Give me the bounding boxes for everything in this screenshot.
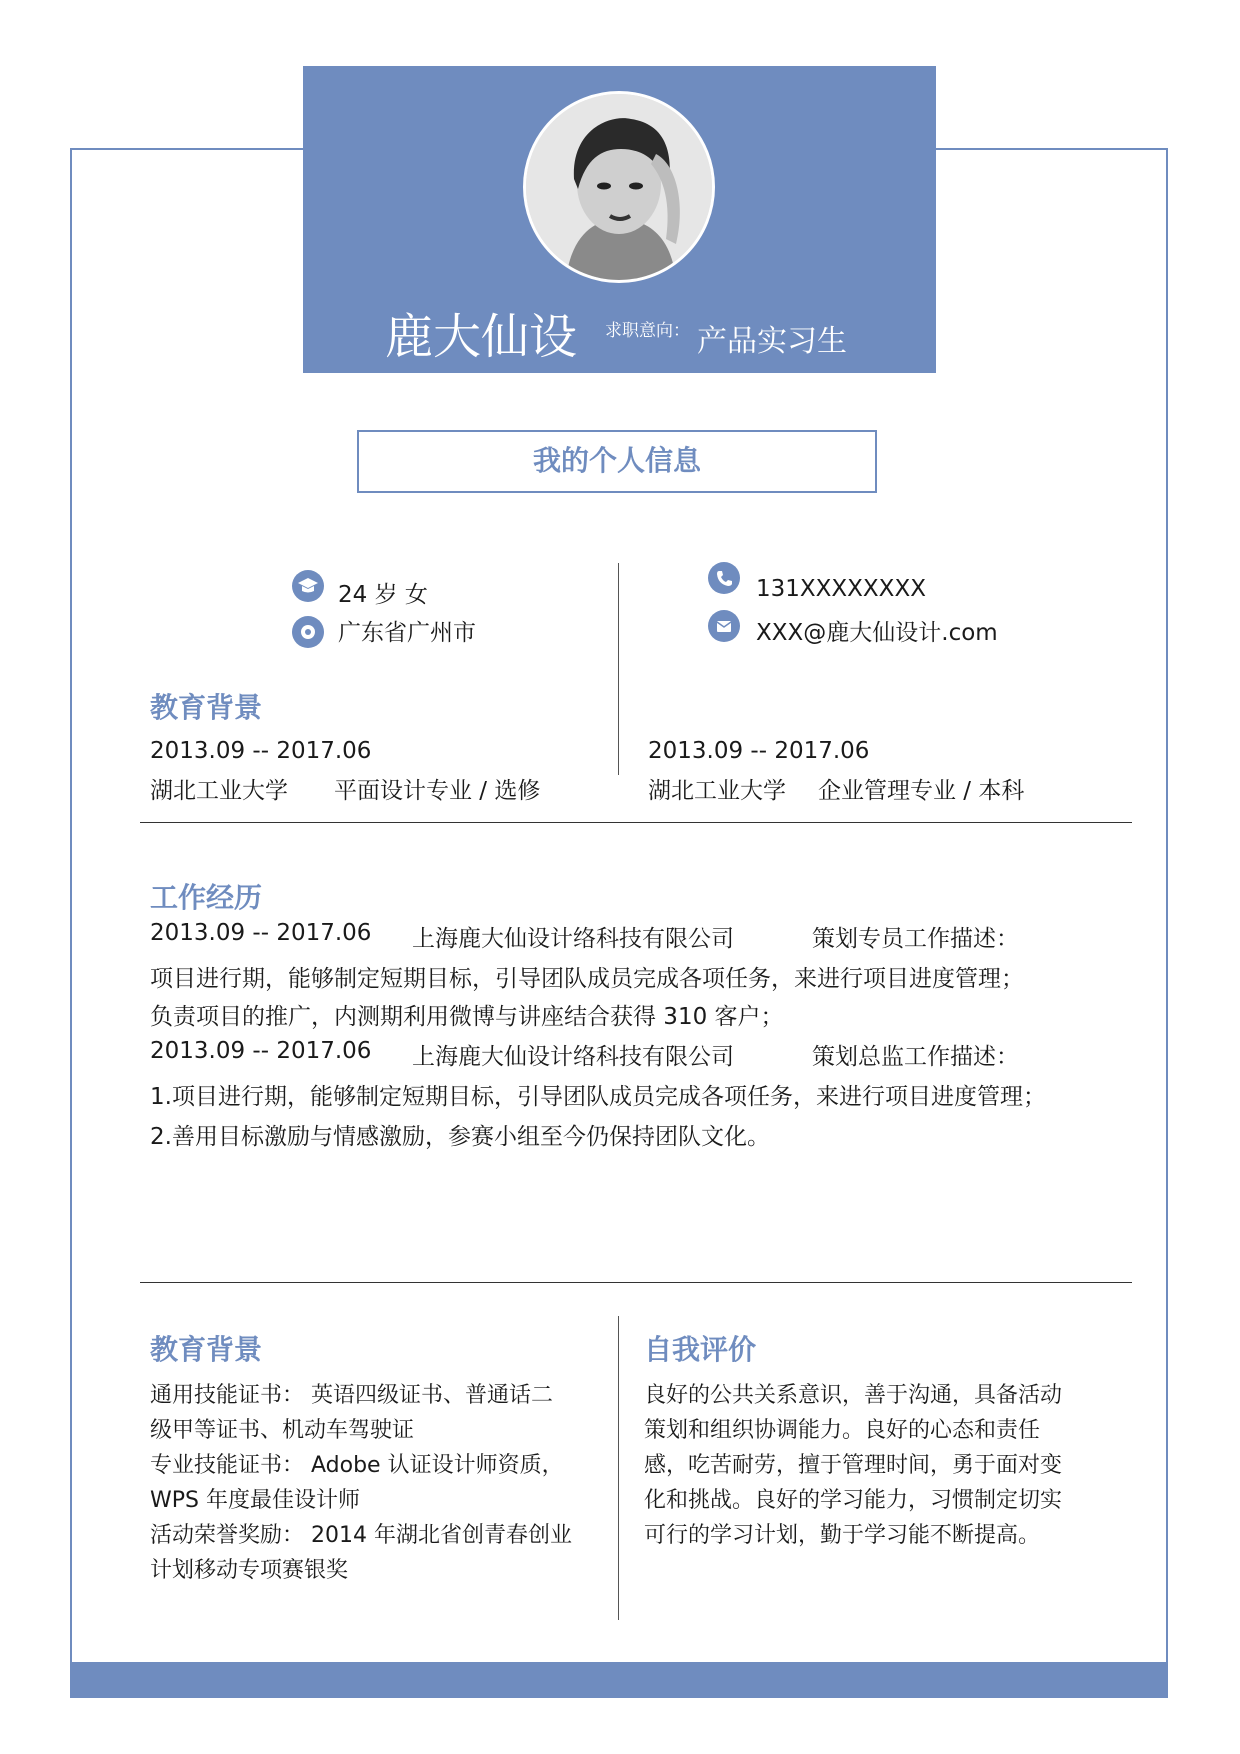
self-eval-line-4: 化和挑战。良好的学习能力，习惯制定切实 bbox=[644, 1488, 1063, 1513]
vertical-divider-bottom bbox=[618, 1316, 619, 1620]
work-role-2: 策划总监工作描述： bbox=[812, 1044, 1019, 1070]
phone-number: 131XXXXXXXX bbox=[756, 576, 926, 602]
education-detail-1: 平面设计专业 / 选修 bbox=[334, 778, 541, 804]
self-eval-line-3: 感，吃苦耐劳，擅于管理时间，勇于面对变 bbox=[644, 1453, 1063, 1478]
certs-line-5: 活动荣誉奖励： 2014 年湖北省创青春创业 bbox=[150, 1523, 572, 1548]
horizontal-divider-2 bbox=[140, 1282, 1132, 1283]
education-period-2: 2013.09 -- 2017.06 bbox=[648, 738, 870, 764]
self-eval-line-1: 良好的公共关系意识，善于沟通，具备活动 bbox=[644, 1383, 1063, 1408]
certs-line-3: 专业技能证书： Adobe 认证设计师资质， bbox=[150, 1453, 564, 1478]
location: 广东省广州市 bbox=[338, 620, 476, 646]
education-school-2: 湖北工业大学 bbox=[648, 778, 786, 804]
portrait-photo bbox=[526, 94, 712, 280]
email-address: XXX@鹿大仙设计.com bbox=[756, 620, 998, 646]
certs-line-2: 级甲等证书、机动车驾驶证 bbox=[150, 1418, 415, 1443]
work-company-2: 上海鹿大仙设计络科技有限公司 bbox=[412, 1044, 734, 1070]
certs-line-4: WPS 年度最佳设计师 bbox=[150, 1488, 360, 1513]
education-detail-2: 企业管理专业 / 本科 bbox=[818, 778, 1025, 804]
education-heading: 教育背景 bbox=[150, 691, 263, 724]
job-intent-value: 产品实习生 bbox=[697, 324, 847, 359]
work-company-1: 上海鹿大仙设计络科技有限公司 bbox=[412, 926, 734, 952]
avatar bbox=[523, 91, 715, 283]
certs-line-1: 通用技能证书： 英语四级证书、普通话二 bbox=[150, 1383, 553, 1408]
footer-bar bbox=[70, 1662, 1168, 1698]
work-desc-1: 项目进行期，能够制定短期目标，引导团队成员完成各项任务，来进行项目进度管理； bbox=[150, 966, 1024, 992]
job-intent-label: 求职意向： bbox=[605, 321, 690, 341]
education-period-1: 2013.09 -- 2017.06 bbox=[150, 738, 372, 764]
certs-line-6: 计划移动专项赛银奖 bbox=[150, 1558, 349, 1583]
certs-heading: 教育背景 bbox=[150, 1333, 263, 1366]
education-school-1: 湖北工业大学 bbox=[150, 778, 288, 804]
work-period-2: 2013.09 -- 2017.06 bbox=[150, 1038, 372, 1064]
vertical-divider-top bbox=[618, 563, 619, 775]
self-eval-heading: 自我评价 bbox=[644, 1333, 757, 1366]
candidate-name: 鹿大仙设 bbox=[385, 309, 578, 365]
graduation-cap-icon bbox=[292, 570, 324, 602]
section-title-personal-info: 我的个人信息 bbox=[357, 430, 877, 493]
phone-icon bbox=[708, 562, 740, 594]
work-desc-2: 负责项目的推广，内测期利用微博与讲座结合获得 310 客户； bbox=[150, 1004, 784, 1030]
work-role-1: 策划专员工作描述： bbox=[812, 926, 1019, 952]
age-gender: 24 岁 女 bbox=[338, 582, 428, 608]
work-desc-4: 2.善用目标激励与情感激励，参赛小组至今仍保持团队文化。 bbox=[150, 1124, 770, 1150]
work-heading: 工作经历 bbox=[150, 881, 263, 914]
horizontal-divider-1 bbox=[140, 822, 1132, 823]
self-eval-line-2: 策划和组织协调能力。良好的心态和责任 bbox=[644, 1418, 1041, 1443]
work-desc-3: 1.项目进行期，能够制定短期目标，引导团队成员完成各项任务，来进行项目进度管理； bbox=[150, 1084, 1046, 1110]
self-eval-line-5: 可行的学习计划，勤于学习能不断提高。 bbox=[644, 1523, 1041, 1548]
location-pin-icon bbox=[292, 616, 324, 648]
email-icon bbox=[708, 610, 740, 642]
work-period-1: 2013.09 -- 2017.06 bbox=[150, 920, 372, 946]
